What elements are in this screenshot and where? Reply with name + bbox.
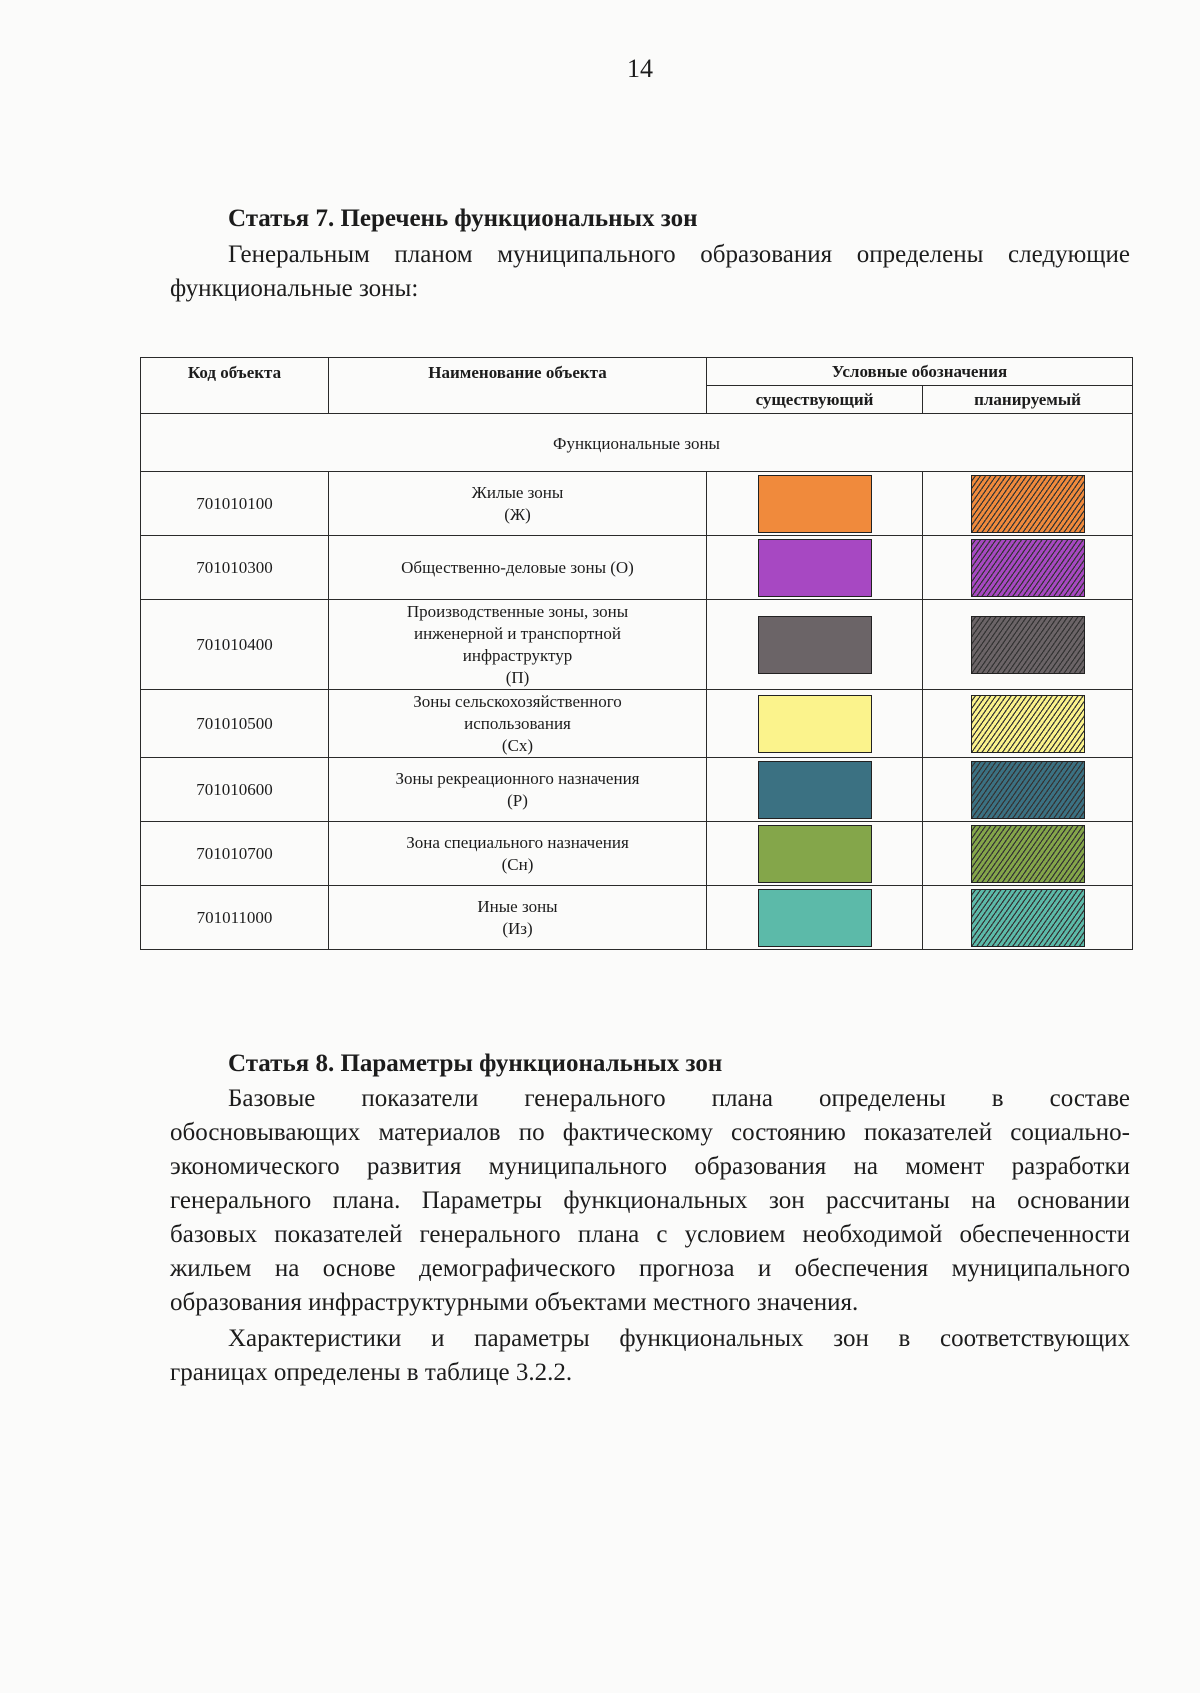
planned-symbol-cell: [923, 822, 1133, 886]
intro-line-2: функциональные зоны:: [170, 275, 419, 302]
para2-line-1: Характеристики и параметры функциональных зон в соответствующих: [228, 1325, 1130, 1352]
planned-symbol-cell: [923, 886, 1133, 950]
existing-zone-swatch: [758, 889, 872, 947]
planned-zone-hatched-swatch: [971, 695, 1085, 753]
existing-symbol-cell: [707, 758, 923, 822]
intro-line-1: Генеральным планом муниципального образования определены следующие: [228, 241, 1130, 268]
zone-name: [329, 536, 707, 600]
header-code: Код объекта: [141, 358, 329, 414]
existing-symbol-cell: [707, 886, 923, 950]
table-row: [141, 758, 1133, 822]
planned-zone-hatched-swatch: [971, 475, 1085, 533]
zone-code: 701010500: [141, 690, 329, 758]
zone-name-line: (Из): [502, 918, 533, 938]
zone-name-line: (П): [505, 667, 530, 687]
planned-symbol-cell: [923, 690, 1133, 758]
section-title: Функциональные зоны: [141, 414, 1133, 472]
zone-name: [329, 472, 707, 536]
zone-name-line: Жилые зоны: [471, 482, 564, 502]
zone-code: 701010600: [141, 758, 329, 822]
zone-name-line: Зоны сельскохозяйственного: [413, 691, 622, 711]
header-existing: существующий: [707, 386, 923, 414]
existing-zone-swatch: [758, 616, 872, 674]
existing-zone-swatch: [758, 825, 872, 883]
header-planned: планируемый: [923, 386, 1133, 414]
planned-zone-hatched-swatch: [971, 539, 1085, 597]
existing-symbol-cell: [707, 690, 923, 758]
para1-line-4: генерального плана. Параметры функциональных зон рассчитаны на основании: [170, 1187, 1130, 1214]
planned-symbol-cell: [923, 472, 1133, 536]
zone-name-line: (Сх): [501, 735, 534, 755]
planned-symbol-cell: [923, 600, 1133, 690]
planned-symbol-cell: [923, 536, 1133, 600]
table-row: [141, 822, 1133, 886]
zone-code: 701010100: [141, 472, 329, 536]
para1-line-5: базовых показателей генерального плана с условием необходимой обеспеченности: [170, 1221, 1130, 1248]
existing-zone-swatch: [758, 475, 872, 533]
header-name: Наименование объекта: [329, 358, 707, 414]
zone-name-line: Производственные зоны, зоны: [406, 601, 629, 621]
zone-name: [329, 758, 707, 822]
planned-zone-hatched-swatch: [971, 889, 1085, 947]
existing-zone-swatch: [758, 761, 872, 819]
article-8-paragraph-2: [170, 1322, 1130, 1390]
table-row: [141, 600, 1133, 690]
header-symbols: Условные обозначения: [707, 358, 1133, 386]
article-7-intro: [170, 238, 1130, 306]
table-row: [141, 536, 1133, 600]
zone-name-line: использования: [464, 713, 571, 733]
zone-name-line: (Ж): [504, 504, 531, 524]
zone-name: [329, 822, 707, 886]
zone-name-line: Зона специального назначения: [406, 832, 629, 852]
zone-name: [329, 600, 707, 690]
table-row: [141, 472, 1133, 536]
para2-line-2: границах определены в таблице 3.2.2.: [170, 1359, 573, 1386]
existing-symbol-cell: [707, 822, 923, 886]
para1-line-1: Базовые показатели генерального плана определены в составе: [228, 1085, 1130, 1112]
zone-name-line: инженерной и транспортной: [413, 623, 622, 643]
existing-zone-swatch: [758, 695, 872, 753]
zone-name: [329, 886, 707, 950]
para1-line-2: обосновывающих материалов по фактическому состоянию показателей социально-: [170, 1119, 1130, 1146]
zone-code: 701010300: [141, 536, 329, 600]
functional-zones-table: [140, 357, 1133, 950]
article-7-heading: Статья 7. Перечень функциональных зон: [228, 205, 698, 232]
zone-name-line: (Сн): [501, 854, 534, 874]
planned-symbol-cell: [923, 758, 1133, 822]
existing-symbol-cell: [707, 472, 923, 536]
existing-symbol-cell: [707, 600, 923, 690]
zone-code: 701010700: [141, 822, 329, 886]
planned-zone-hatched-swatch: [971, 761, 1085, 819]
zone-name: [329, 690, 707, 758]
zone-name-line: Зоны рекреационного назначения: [395, 768, 640, 788]
planned-zone-hatched-swatch: [971, 616, 1085, 674]
page-number: 14: [627, 54, 653, 83]
zone-code: 701010400: [141, 600, 329, 690]
table-row: [141, 690, 1133, 758]
para1-line-7: образования инфраструктурными объектами местного значения.: [170, 1289, 859, 1316]
existing-symbol-cell: [707, 536, 923, 600]
zone-name-line: Общественно-деловые зоны (О): [401, 557, 634, 577]
zone-code: 701011000: [141, 886, 329, 950]
article-8-heading: Статья 8. Параметры функциональных зон: [228, 1050, 723, 1077]
existing-zone-swatch: [758, 539, 872, 597]
table-row: [141, 886, 1133, 950]
planned-zone-hatched-swatch: [971, 825, 1085, 883]
article-8-paragraph-1: [170, 1082, 1130, 1320]
zone-name-line: (Р): [507, 790, 528, 810]
para1-line-3: экономического развития муниципального образования на момент разработки: [170, 1153, 1130, 1180]
zone-name-line: Иные зоны: [477, 896, 558, 916]
zone-name-line: инфраструктур: [462, 645, 573, 665]
para1-line-6: жильем на основе демографического прогноза и обеспечения муниципального: [170, 1255, 1130, 1282]
